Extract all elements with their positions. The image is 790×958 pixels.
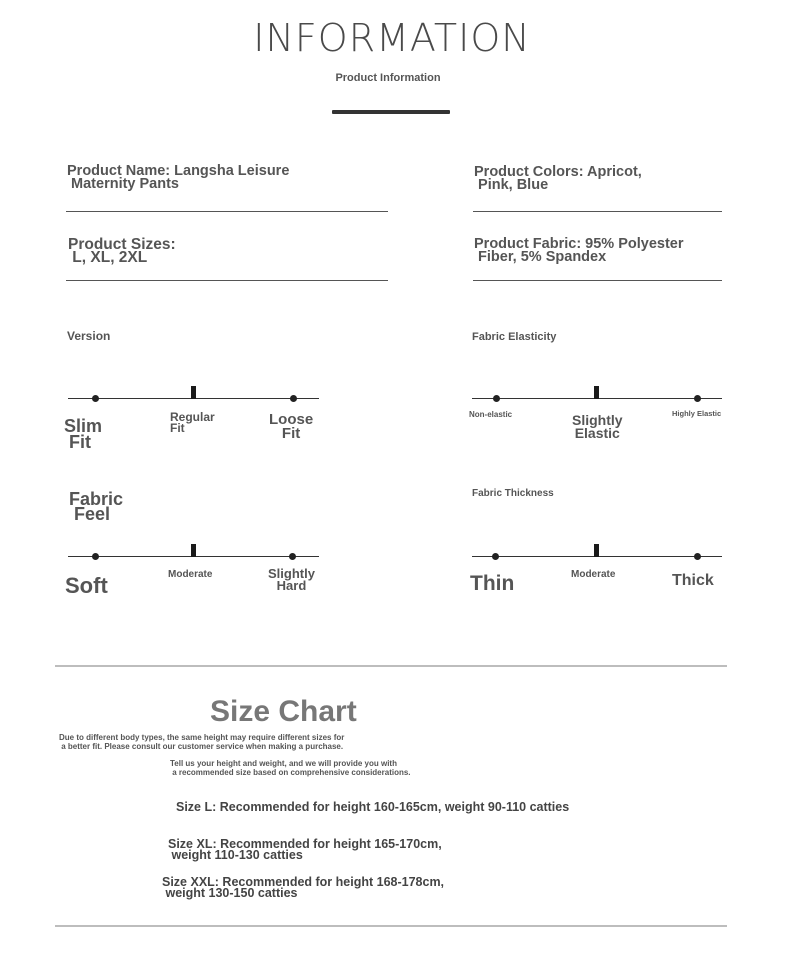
scale-selected-marker <box>594 544 599 557</box>
size-row-l: Size L: Recommended for height 160-165cm, weight 90-110 catties <box>176 800 570 814</box>
divider <box>473 211 722 212</box>
size-row-xl: Size XL: Recommended for height 165-170cm, weight 110-130 catties <box>168 837 442 862</box>
feel-scale-title: Fabric Feel <box>69 489 124 524</box>
scale-point-left <box>493 395 500 402</box>
product-fabric: Product Fabric: 95% Polyester Fiber, 5% Spandex <box>474 236 684 265</box>
version-scale-title: Version <box>67 329 111 343</box>
divider <box>66 211 388 212</box>
size-row-xxl: Size XXL: Recommended for height 168-178cm, weight 130-150 catties <box>162 875 445 900</box>
page-subtitle: Product Information <box>335 72 441 84</box>
elasticity-right-label: Highly Elastic <box>672 409 722 418</box>
product-colors: Product Colors: Apricot, Pink, Blue <box>474 164 642 193</box>
size-chart-note: Tell us your height and weight, and we will provide you with a recommended size based on comprehensive considerations. <box>170 759 411 777</box>
version-middle-label: Regular Fit <box>170 410 215 435</box>
section-divider <box>55 665 727 667</box>
product-sizes: Product Sizes: L, XL, 2XL <box>68 236 176 266</box>
product-name: Product Name: Langsha Leisure Maternity Pants <box>67 163 290 192</box>
elasticity-scale-title: Fabric Elasticity <box>472 331 557 343</box>
scale-point-right <box>290 395 297 402</box>
scale-point-left <box>92 395 99 402</box>
scale-point-left <box>492 553 499 560</box>
scale-point-right <box>289 553 296 560</box>
section-divider <box>55 925 727 927</box>
thickness-scale-title: Fabric Thickness <box>472 488 554 499</box>
version-left-label: Slim Fit <box>64 416 103 453</box>
title-underline <box>332 110 450 114</box>
scale-point-left <box>92 553 99 560</box>
elasticity-left-label: Non-elastic <box>469 410 513 419</box>
feel-left-label: Soft <box>65 573 108 598</box>
elasticity-middle-label: Slightly Elastic <box>572 412 623 441</box>
thickness-right-label: Thick <box>672 572 714 589</box>
scale-selected-marker <box>191 544 196 557</box>
scale-selected-marker <box>594 386 599 399</box>
version-right-label: Loose Fit <box>269 411 314 442</box>
feel-right-label: Slightly Hard <box>268 566 315 593</box>
scale-point-right <box>694 553 701 560</box>
size-chart-note: Due to different body types, the same height may require different sizes for a better fit. Please consult our customer service when making a purchase. <box>59 733 345 751</box>
scale-selected-marker <box>191 386 196 399</box>
scale-point-right <box>694 395 701 402</box>
page-title: INFORMATION <box>253 16 531 60</box>
divider <box>66 280 388 281</box>
feel-middle-label: Moderate <box>168 569 213 580</box>
thickness-middle-label: Moderate <box>571 569 616 580</box>
thickness-left-label: Thin <box>470 572 515 595</box>
divider <box>473 280 722 281</box>
size-chart-title: Size Chart <box>210 695 357 726</box>
